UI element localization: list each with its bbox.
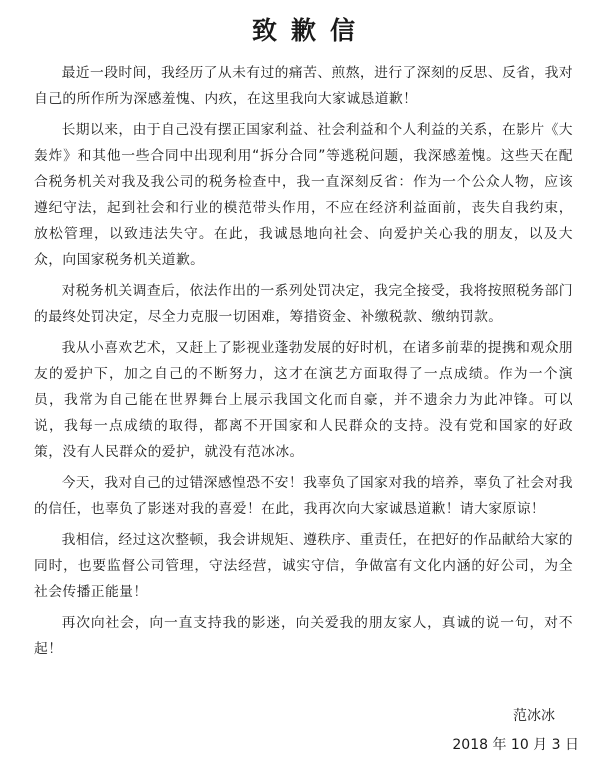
letter-title: 致歉信 [251, 16, 369, 45]
paragraph-5: 今天，我对自己的过错深感惶恐不安！我辜负了国家对我的培养，辜负了社会对我的信任，也辜负了影迷对我的喜爱！在此，我再次向大家诚恳道歉！请大家原谅！ [34, 475, 573, 517]
paragraph-1: 最近一段时间，我经历了从未有过的痛苦、煎熬，进行了深刻的反思、反省，我对自己的所作所为深感羞愧、内疚，在这里我向大家诚恳道歉！ [34, 65, 573, 107]
paragraph-6: 我相信，经过这次整顿，我会讲规矩、遵秩序、重责任，在把好的作品献给大家的同时，也要监督公司管理，守法经营，诚实守信，争做富有文化内涵的好公司，为全社会传播正能量！ [34, 532, 573, 600]
letter-body [34, 60, 573, 662]
signature: 范冰冰 [513, 708, 555, 724]
letter-date: 2018 年 10 月 3 日 [452, 737, 579, 753]
paragraph-7: 再次向社会，向一直支持我的影迷，向关爱我的朋友家人，真诚的说一句，对不起！ [34, 615, 573, 657]
paragraph-4: 我从小喜欢艺术，又赶上了影视业蓬勃发展的好时机，在诸多前辈的提携和观众朋友的爱护下，加之自己的不断努力，这才在演艺方面取得了一点成绩。作为一个演员，我常为自己能在世界舞台上展示我国文化而自豪，并不遗余力为此冲锋。可以说，我每一点成绩的取得，都离不开国家和人民群众的支持。没有党和国家的好政策，没有人民群众的爱护，就没有范冰冰。 [34, 340, 573, 460]
paragraph-2: 长期以来，由于自己没有摆正国家利益、社会利益和个人利益的关系，在影片《大轰炸》和其他一些合同中出现利用“拆分合同”等逃税问题，我深感羞愧。这些天在配合税务机关对我及我公司的税务检查中，我一直深刻反省：作为一个公众人物，应该遵纪守法，起到社会和行业的模范带头作用，不应在经济利益面前，丧失自我约束，放松管理，以致违法失守。在此，我诚恳地向社会、向爱护关心我的朋友，以及大众，向国家税务机关道歉。 [34, 122, 573, 268]
paragraph-3: 对税务机关调查后，依法作出的一系列处罚决定，我完全接受，我将按照税务部门的最终处罚决定，尽全力克服一切困难，筹措资金、补缴税款、缴纳罚款。 [34, 283, 573, 325]
